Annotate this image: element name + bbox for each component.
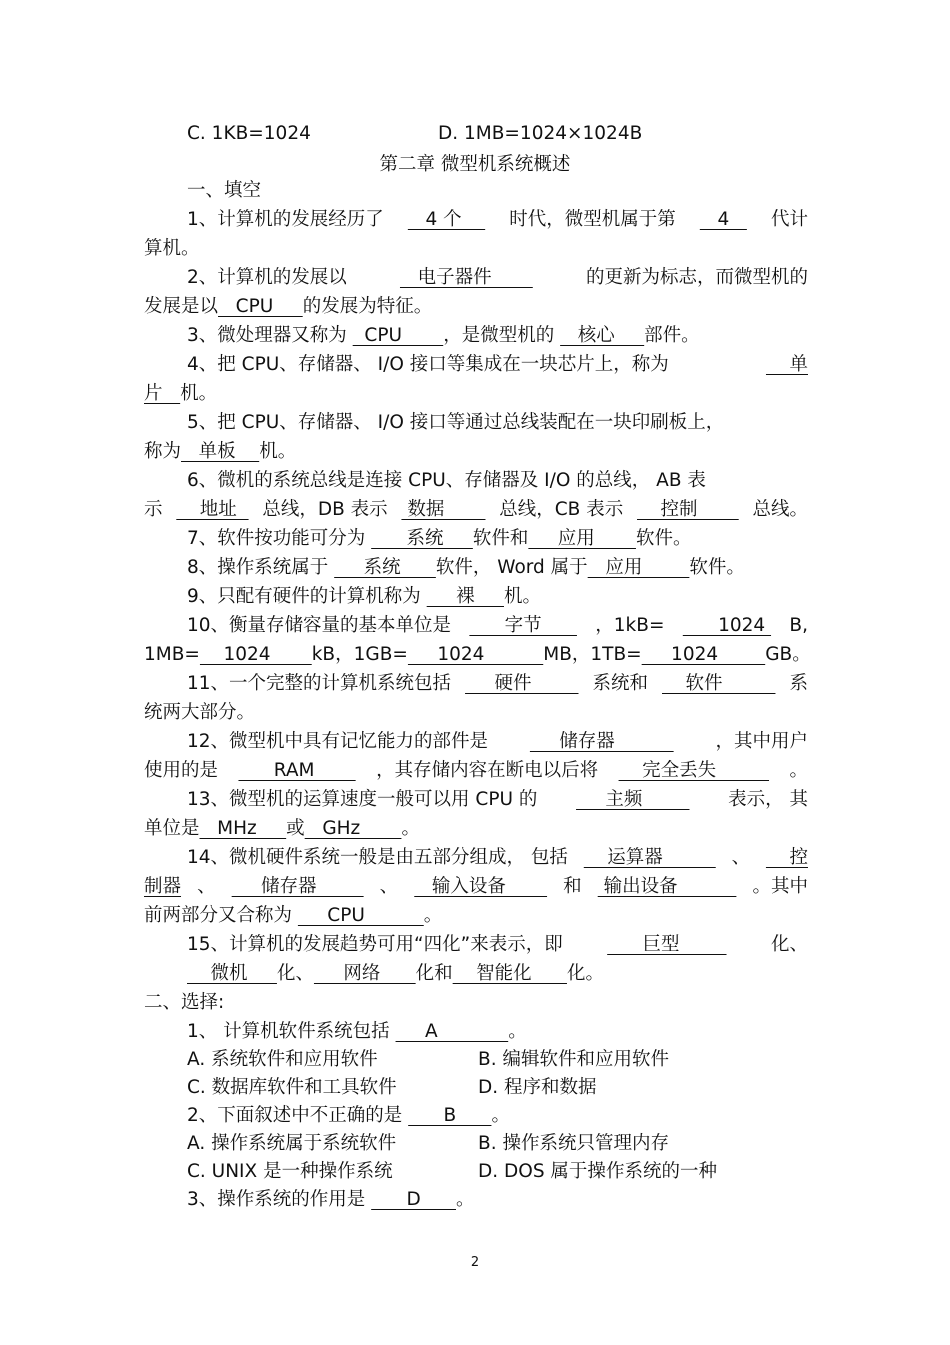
answer-blank: 核心 xyxy=(560,325,645,346)
answer-blank: 储存器 xyxy=(529,731,674,752)
question-10-cont: 1MB= 1024 kB，1GB= 1024 MB，1TB= 1024 GB。 xyxy=(144,642,808,670)
option-d: D. 程序和数据 xyxy=(478,1077,597,1098)
question-9: 9、只配有硬件的计算机称为 裸 机。 xyxy=(187,586,541,607)
answer-blank: RAM xyxy=(238,760,356,781)
answer-blank: 系统 xyxy=(334,557,436,578)
answer-blank: 完全丢失 xyxy=(618,760,770,781)
question-8: 8、操作系统属于 系统 软件， Word 属于 应用 软件。 xyxy=(187,557,745,578)
option-b: B. 操作系统只管理内存 xyxy=(478,1133,669,1154)
question-14-cont2: 前两部分又合称为 CPU 。 xyxy=(144,905,443,926)
question-1: 1、计算机的发展经历了 4 个 时代，微型机属于第 4 代计 xyxy=(187,207,808,235)
question-12-cont: 使用的是 RAM ，其存储内容在断电以后将 完全丢失 。 xyxy=(144,758,808,786)
choice-2-options-ab xyxy=(187,1131,808,1159)
option-d: D. 1MB=1024×1024B xyxy=(438,123,643,144)
answer-blank: GHz xyxy=(304,818,402,839)
answer-blank: CPU xyxy=(352,325,444,346)
answer-blank: 主频 xyxy=(576,789,690,810)
question-4: 4、把 CPU、存储器、 I/O 接口等集成在一块芯片上，称为 单 xyxy=(187,352,808,380)
question-11-cont: 统两大部分。 xyxy=(144,702,256,723)
answer-blank: 1024 xyxy=(641,644,766,665)
option-c: C. UNIX 是一种操作系统 xyxy=(187,1161,393,1182)
answer-blank: 控 xyxy=(765,847,808,868)
choice-2-options-cd xyxy=(187,1159,808,1187)
answer-blank: 应用 xyxy=(587,557,690,578)
answer-blank: 巨型 xyxy=(607,934,727,955)
answer-blank: CPU xyxy=(297,905,424,926)
section-choice-heading: 二、选择: xyxy=(144,992,225,1013)
question-14: 14、微机硬件系统一般是由五部分组成， 包括 运算器 、 控 xyxy=(187,845,808,873)
question-4-cont: 片 机。 xyxy=(144,383,218,404)
answer-blank: 硬件 xyxy=(465,673,579,694)
chapter-title: 第二章 微型机系统概述 xyxy=(379,154,571,175)
question-15: 15、计算机的发展趋势可用“四化”来表示，即 巨型 化、 xyxy=(187,932,808,960)
answer-blank: 制器 xyxy=(144,876,182,897)
question-13: 13、微型机的运算速度一般可以用 CPU 的 主频 表示， 其 xyxy=(187,787,808,815)
answer-blank: MHz xyxy=(199,818,287,839)
choice-1-options-ab xyxy=(187,1047,808,1075)
question-7: 7、软件按功能可分为 系统 软件和 应用 软件。 xyxy=(187,528,692,549)
option-d: D. DOS 属于操作系统的一种 xyxy=(478,1161,717,1182)
question-15-cont: 微机 化、 网络 化和 智能化 化。 xyxy=(187,963,604,984)
answer-blank: 裸 xyxy=(426,586,504,607)
question-1-cont: 算机。 xyxy=(144,238,200,259)
answer-blank: 输出设备 xyxy=(597,876,737,897)
question-10: 10、衡量存储容量的基本单位是 字节 ，1kB= 1024 B, xyxy=(187,613,808,641)
choice-1-options-cd xyxy=(187,1075,808,1103)
question-13-cont: 单位是 MHz 或 GHz 。 xyxy=(144,818,420,839)
question-3: 3、微处理器又称为 CPU ，是微型机的 核心 部件。 xyxy=(187,325,700,346)
answer-blank: B xyxy=(408,1105,492,1126)
answer-blank: 地址 xyxy=(176,499,249,520)
answer-blank: 数据 xyxy=(401,499,486,520)
answer-blank: 单板 xyxy=(181,441,260,462)
answer-blank: CPU xyxy=(218,296,303,317)
answer-blank: 输入设备 xyxy=(414,876,548,897)
answer-blank: 控制 xyxy=(637,499,739,520)
question-6-cont: 示 地址 总线，DB 表示 数据 总线，CB 表示 控制 总线。 xyxy=(144,497,808,525)
section-fill-in-heading: 一、填空 xyxy=(187,180,262,201)
question-2-cont: 发展是以 CPU 的发展为特征。 xyxy=(144,296,433,317)
question-11: 11、一个完整的计算机系统包括 硬件 系统和 软件 系 xyxy=(187,671,808,699)
option-a: A. 操作系统属于系统软件 xyxy=(187,1133,397,1154)
question-5-cont: 称为 单板 机。 xyxy=(144,441,297,462)
choice-question-3: 3、操作系统的作用是 D 。 xyxy=(187,1189,475,1210)
answer-blank: 4 xyxy=(699,209,747,230)
answer-blank: 1024 xyxy=(407,644,544,665)
question-14-cont: 制器 、 储存器 、 输入设备 和 输出设备 。其中 xyxy=(144,874,808,902)
answer-blank: 系统 xyxy=(371,528,473,549)
answer-blank: A xyxy=(395,1021,509,1042)
answer-blank: 片 xyxy=(144,383,181,404)
answer-blank: 应用 xyxy=(528,528,636,549)
answer-blank: 储存器 xyxy=(231,876,364,897)
answer-blank: 1024 xyxy=(682,615,772,636)
choice-question-1: 1、 计算机软件系统包括 A 。 xyxy=(187,1021,527,1042)
option-b: B. 编辑软件和应用软件 xyxy=(478,1049,669,1070)
answer-blank: D xyxy=(371,1189,456,1210)
question-2: 2、计算机的发展以 电子器件 的更新为标志，而微型机的 xyxy=(187,265,808,293)
option-c: C. 1KB=1024 xyxy=(187,123,311,144)
answer-blank: 智能化 xyxy=(452,963,567,984)
answer-blank: 电子器件 xyxy=(399,267,533,288)
answer-blank: 4 个 xyxy=(407,209,486,230)
option-c: C. 数据库软件和工具软件 xyxy=(187,1077,397,1098)
choice-question-2: 2、下面叙述中不正确的是 B 。 xyxy=(187,1105,510,1126)
answer-blank: 字节 xyxy=(469,615,577,636)
answer-blank: 网络 xyxy=(313,963,416,984)
page-number: 2 xyxy=(470,1255,480,1270)
question-12: 12、微型机中具有记忆能力的部件是 储存器 ，其中用户 xyxy=(187,729,808,757)
option-a: A. 系统软件和应用软件 xyxy=(187,1049,378,1070)
answer-blank: 运算器 xyxy=(583,847,716,868)
answer-blank: 1024 xyxy=(199,644,312,665)
answer-blank: 软件 xyxy=(662,673,776,694)
answer-blank: 单 xyxy=(765,354,808,375)
answer-blank: 微机 xyxy=(187,963,277,984)
option-row xyxy=(187,121,808,149)
question-6: 6、微机的系统总线是连接 CPU、存储器及 I/O 的总线， AB 表 xyxy=(187,470,706,491)
question-5: 5、把 CPU、存储器、 I/O 接口等通过总线装配在一块印刷板上， xyxy=(187,412,725,433)
